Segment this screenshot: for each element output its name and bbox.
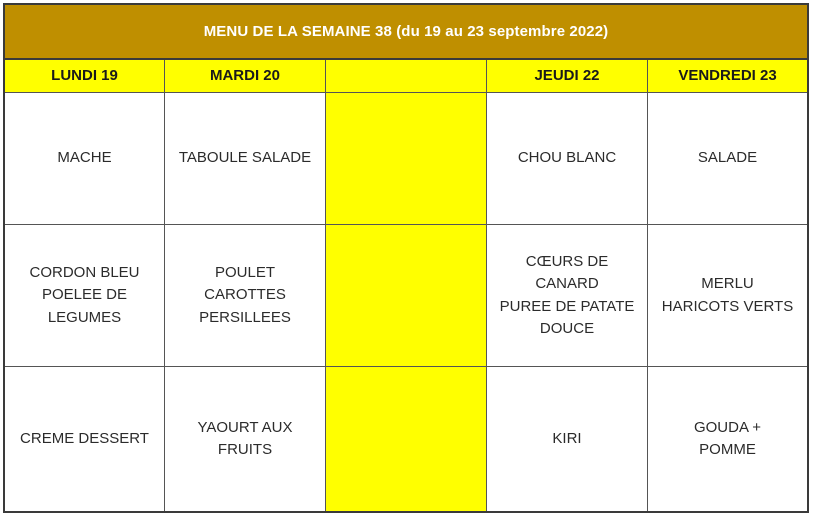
dessert-tuesday xyxy=(165,367,326,511)
dish-label: CŒURS DE CANARD PUREE DE PATATE DOUCE xyxy=(499,252,635,337)
main-monday xyxy=(5,225,165,367)
day-header-wednesday-empty xyxy=(326,60,487,93)
day-header-tuesday: MARDI 20 xyxy=(165,60,326,93)
day-header-monday: LUNDI 19 xyxy=(5,60,165,93)
starter-thursday xyxy=(487,93,648,225)
dessert-wednesday-empty xyxy=(326,367,487,511)
menu-grid xyxy=(5,60,807,511)
dish-label: KIRI xyxy=(552,429,582,447)
dish-label: CHOU BLANC xyxy=(517,149,617,167)
day-header-thursday: JEUDI 22 xyxy=(487,60,648,93)
weekly-menu-table xyxy=(3,3,809,513)
main-friday xyxy=(648,225,807,367)
main-tuesday xyxy=(165,225,326,367)
dessert-thursday xyxy=(487,367,648,511)
day-header-friday: VENDREDI 23 xyxy=(648,60,807,93)
dish-label: GOUDA + POMME xyxy=(693,418,762,458)
starter-tuesday xyxy=(165,93,326,225)
dessert-monday xyxy=(5,367,165,511)
dish-label: POULET CAROTTES PERSILLEES xyxy=(199,263,291,326)
dish-label: TABOULE SALADE xyxy=(178,149,312,167)
starter-wednesday-empty xyxy=(326,93,487,225)
dessert-friday xyxy=(648,367,807,511)
dish-label: YAOURT AUX FRUITS xyxy=(197,418,293,458)
starter-monday xyxy=(5,93,165,225)
menu-title: MENU DE LA SEMAINE 38 (du 19 au 23 septembre 2022) xyxy=(5,5,807,60)
dish-label: SALADE xyxy=(697,149,758,167)
dish-label: MERLU HARICOTS VERTS xyxy=(661,275,794,315)
dish-label: CORDON BLEU POELEE DE LEGUMES xyxy=(29,263,140,326)
starter-friday xyxy=(648,93,807,225)
main-thursday xyxy=(487,225,648,367)
main-wednesday-empty xyxy=(326,225,487,367)
dish-label: CREME DESSERT xyxy=(20,429,149,447)
dish-label: MACHE xyxy=(57,149,112,167)
